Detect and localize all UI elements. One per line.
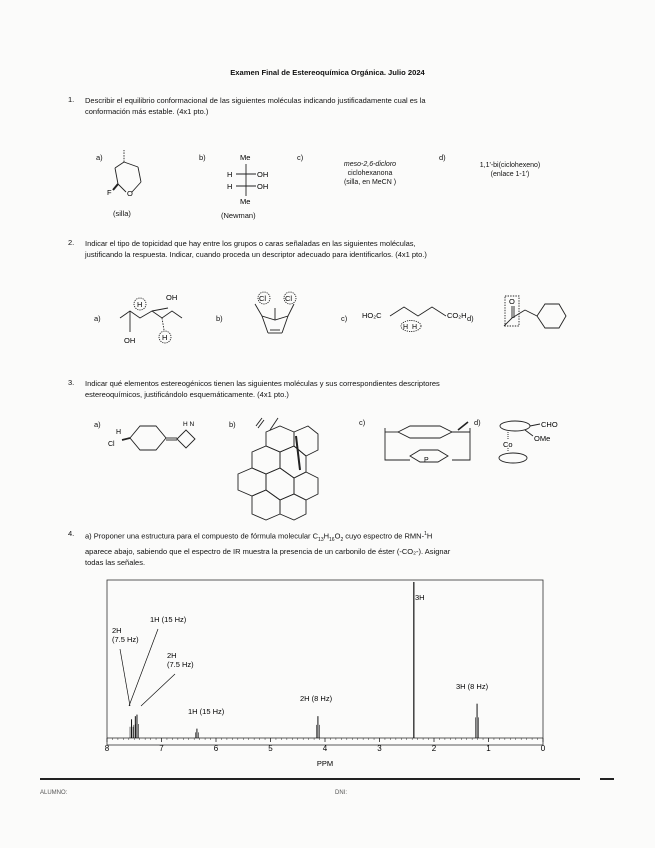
- nmr-tick-label: 8: [104, 744, 110, 753]
- q1b-oh1: OH: [257, 170, 269, 179]
- q2b-cl1: Cl: [259, 294, 267, 303]
- q1c-line1: meso-2,6-dicloro: [343, 161, 397, 168]
- q4-line1-g: cuyo espectro de RMN-: [343, 531, 425, 541]
- nmr-annotation-arrow: [120, 649, 130, 706]
- nmr-peak-annotation: (7.5 Hz): [167, 660, 194, 669]
- q3c-atom-p: P: [424, 457, 429, 464]
- nmr-peak-annotation: 1H (15 Hz): [150, 615, 187, 624]
- q2c-h1: H: [403, 324, 409, 331]
- nmr-tick-label: 7: [159, 744, 164, 753]
- q2b-cl2: Cl: [285, 294, 293, 303]
- q4-line1-i: H: [426, 531, 433, 541]
- nmr-peak-annotation: 1H (15 Hz): [188, 707, 225, 716]
- q2-text-line1: Indicar el tipo de topicidad que hay entre los grupos o caras señaladas en las siguientes moléculas,: [85, 239, 416, 248]
- q4-line1-o: O: [334, 531, 341, 541]
- q1d-line1: 1,1'-bi(ciclohexeno): [479, 162, 541, 169]
- q3a-cl: Cl: [108, 441, 115, 448]
- q1b-caption: (Newman): [221, 211, 256, 220]
- q1c-line3: (silla, en MeCN ): [343, 179, 397, 186]
- q3d-co: Co: [503, 440, 513, 449]
- q1b-label: b): [199, 153, 206, 162]
- nmr-peak-annotation: 2H: [167, 651, 177, 660]
- q3c-label: c): [359, 418, 366, 427]
- nmr-peak-annotation: 3H: [415, 593, 425, 602]
- q3d-cho: CHO: [541, 420, 558, 429]
- q2a-oh-bottom: OH: [124, 336, 136, 345]
- q2-text-line2: justificando la respuesta. Indicar, cuando proceda un descriptor adecuado para identificarlos. (4x1 pto.): [85, 250, 427, 259]
- q3b-label: b): [229, 420, 236, 429]
- q3a-nh: H N: [183, 421, 195, 428]
- q1b-oh2: OH: [257, 182, 269, 191]
- q4-line1-sup: 1: [424, 531, 427, 537]
- nmr-peak-annotation: 3H (8 Hz): [456, 682, 489, 691]
- nmr-peak-annotation: (7.5 Hz): [112, 635, 139, 644]
- q4-line1-sub-o: 2: [340, 537, 344, 543]
- q1a-caption: (silla): [113, 209, 131, 218]
- q3a-h: H: [116, 429, 122, 436]
- nmr-annotation-arrow: [141, 674, 175, 706]
- q4-number: 4.: [68, 529, 75, 538]
- q1-text-line2: conformación más estable. (4x1 pto.): [85, 107, 209, 116]
- q1b-top-me: Me: [240, 153, 251, 162]
- q1b-bottom-me: Me: [240, 197, 251, 206]
- nmr-tick-label: 1: [486, 744, 491, 753]
- q4-line1-sub-h: 16: [329, 537, 335, 543]
- nmr-peak-labels: [112, 593, 489, 716]
- q3d-ome: OMe: [534, 434, 551, 443]
- q2c-right-acid: CO₂H: [447, 311, 467, 320]
- q2b-label: b): [216, 314, 223, 323]
- nmr-tick-label: 6: [213, 744, 219, 753]
- q3-number: 3.: [68, 378, 75, 387]
- exam-title: Examen Final de Estereoquímica Orgánica. Julio 2024: [230, 68, 425, 77]
- nmr-peak-annotation: 2H (8 Hz): [300, 694, 333, 703]
- q3-text-line1: Indicar qué elementos estereogénicos tienen las siguientes moléculas y sus correspondientes descriptores: [85, 379, 440, 388]
- nmr-x-axis-label: PPM: [316, 759, 334, 768]
- nmr-tick-label: 0: [540, 744, 546, 753]
- q2a-h2: H: [162, 333, 168, 342]
- q1a-atom-O: O: [127, 189, 133, 198]
- q1b-h1: H: [227, 170, 233, 179]
- nmr-x-ticks: [105, 738, 546, 753]
- q4-line1-sub-c: 13: [318, 537, 324, 543]
- q1d-line2: (enlace 1-1'): [490, 171, 530, 178]
- nmr-tick-label: 5: [268, 744, 273, 753]
- nmr-tick-label: 3: [377, 744, 382, 753]
- q2-number: 2.: [68, 238, 75, 247]
- q4-text-line3: todas las señales.: [85, 558, 146, 567]
- nmr-tick-label: 2: [431, 744, 437, 753]
- nmr-peak-annotation: 2H: [112, 626, 122, 635]
- q1-number: 1.: [68, 95, 75, 104]
- q1c-label: c): [297, 153, 304, 162]
- nmr-tick-label: 4: [322, 744, 328, 753]
- q4-text-line2: aparece abajo, sabiendo que el espectro de IR muestra la presencia de un carbonilo de éster (-CO₂-). Asignar: [85, 547, 451, 556]
- q2c-left-acid: HO₂C: [362, 311, 382, 320]
- q1a-atom-F: F: [107, 188, 112, 197]
- q2d-label: d): [467, 314, 474, 323]
- footer-alumno: ALUMNO:: [40, 790, 68, 796]
- q1d-label: d): [439, 153, 446, 162]
- q3d-label: d): [474, 418, 481, 427]
- q3-text-line2: estereoquímicos, justificándolo esquemáticamente. (4x1 pto.): [85, 390, 289, 399]
- footer-rule-right: [600, 778, 614, 780]
- q2c-label: c): [341, 314, 348, 323]
- q1b-h2: H: [227, 182, 233, 191]
- q4-line1-h: H: [323, 531, 330, 541]
- q2a-label: a): [94, 314, 101, 323]
- q1c-line2: ciclohexanona: [347, 170, 393, 177]
- q4-line1-a: a) Proponer una estructura para el compuesto de fórmula molecular C: [85, 531, 319, 541]
- q1-text-line1: Describir el equilibrio conformacional de las siguientes moléculas indicando justificadamente cual es la: [85, 96, 426, 105]
- q2a-oh-top: OH: [166, 293, 178, 302]
- q2d-atom-o: O: [509, 297, 515, 306]
- q3a-label: a): [94, 420, 101, 429]
- footer-dni: DNI:: [335, 790, 347, 796]
- q2a-h1: H: [137, 300, 143, 309]
- footer-rule: [40, 778, 580, 780]
- q2c-h2: H: [412, 324, 418, 331]
- q1a-label: a): [96, 153, 103, 162]
